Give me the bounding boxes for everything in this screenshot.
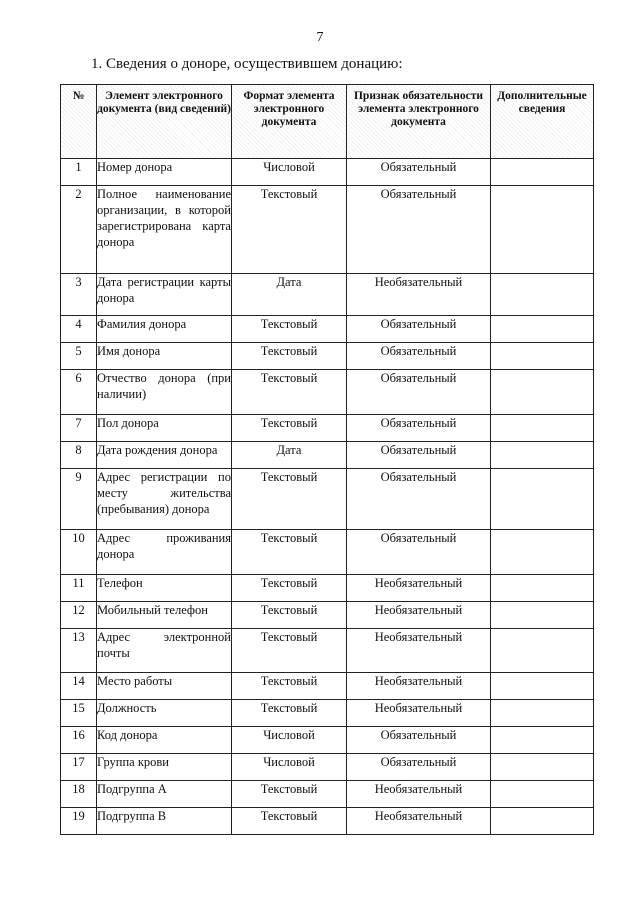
table-row	[61, 530, 594, 575]
table-row	[61, 629, 594, 673]
row-required: Обязательный	[347, 727, 491, 754]
row-additional	[491, 575, 594, 602]
table-row	[61, 727, 594, 754]
row-format: Текстовый	[232, 370, 347, 415]
row-additional	[491, 602, 594, 629]
row-number: 5	[61, 343, 97, 370]
row-required: Необязательный	[347, 781, 491, 808]
row-required: Необязательный	[347, 700, 491, 727]
table-row	[61, 159, 594, 186]
row-additional	[491, 727, 594, 754]
row-number: 4	[61, 316, 97, 343]
row-format: Текстовый	[232, 469, 347, 530]
row-additional	[491, 469, 594, 530]
row-required: Необязательный	[347, 629, 491, 673]
row-format: Текстовый	[232, 343, 347, 370]
section-title: 1. Сведения о доноре, осуществившем донацию:	[91, 56, 403, 72]
row-required: Обязательный	[347, 316, 491, 343]
row-format: Текстовый	[232, 673, 347, 700]
header-number: №	[61, 85, 97, 159]
row-number: 16	[61, 727, 97, 754]
row-element: Отчество донора (при наличии)	[97, 370, 232, 415]
row-format: Дата	[232, 442, 347, 469]
row-required: Обязательный	[347, 370, 491, 415]
row-number: 19	[61, 808, 97, 835]
row-required: Обязательный	[347, 186, 491, 274]
row-number: 13	[61, 629, 97, 673]
row-format: Текстовый	[232, 781, 347, 808]
row-additional	[491, 808, 594, 835]
row-format: Числовой	[232, 159, 347, 186]
row-additional	[491, 700, 594, 727]
row-additional	[491, 316, 594, 343]
row-number: 15	[61, 700, 97, 727]
row-required: Обязательный	[347, 469, 491, 530]
row-element: Полное наименование организации, в которой зарегистрирована карта донора	[97, 186, 232, 274]
row-number: 18	[61, 781, 97, 808]
row-additional	[491, 781, 594, 808]
row-required: Обязательный	[347, 754, 491, 781]
table-row	[61, 415, 594, 442]
row-element: Телефон	[97, 575, 232, 602]
row-additional	[491, 629, 594, 673]
row-number: 8	[61, 442, 97, 469]
row-required: Необязательный	[347, 274, 491, 316]
row-required: Необязательный	[347, 808, 491, 835]
table-row	[61, 808, 594, 835]
row-additional	[491, 754, 594, 781]
header-format: Формат элемента электронного документа	[232, 85, 347, 159]
row-additional	[491, 370, 594, 415]
row-format: Текстовый	[232, 575, 347, 602]
row-number: 10	[61, 530, 97, 575]
row-required: Обязательный	[347, 415, 491, 442]
row-format: Текстовый	[232, 415, 347, 442]
row-format: Текстовый	[232, 530, 347, 575]
row-format: Числовой	[232, 754, 347, 781]
row-required: Необязательный	[347, 575, 491, 602]
table-row	[61, 274, 594, 316]
table-row	[61, 442, 594, 469]
row-format: Текстовый	[232, 700, 347, 727]
table-row	[61, 575, 594, 602]
row-additional	[491, 343, 594, 370]
page-number: 7	[316, 30, 324, 45]
row-number: 12	[61, 602, 97, 629]
row-format: Текстовый	[232, 602, 347, 629]
table-row	[61, 700, 594, 727]
table-row	[61, 469, 594, 530]
row-element: Дата рождения донора	[97, 442, 232, 469]
row-required: Необязательный	[347, 673, 491, 700]
row-format: Дата	[232, 274, 347, 316]
row-element: Подгруппа A	[97, 781, 232, 808]
row-required: Обязательный	[347, 530, 491, 575]
table-row	[61, 316, 594, 343]
donor-data-table	[60, 84, 594, 835]
table-row	[61, 343, 594, 370]
row-number: 2	[61, 186, 97, 274]
row-format: Текстовый	[232, 629, 347, 673]
row-element: Группа крови	[97, 754, 232, 781]
row-number: 11	[61, 575, 97, 602]
row-required: Необязательный	[347, 602, 491, 629]
row-element: Адрес электронной почты	[97, 629, 232, 673]
row-required: Обязательный	[347, 442, 491, 469]
row-format: Текстовый	[232, 808, 347, 835]
row-additional	[491, 673, 594, 700]
row-additional	[491, 186, 594, 274]
header-required: Признак обязательности элемента электронного документа	[347, 85, 491, 159]
row-format: Текстовый	[232, 186, 347, 274]
row-number: 7	[61, 415, 97, 442]
row-format: Числовой	[232, 727, 347, 754]
table-row	[61, 754, 594, 781]
table-header-row	[61, 85, 594, 159]
row-element: Должность	[97, 700, 232, 727]
row-element: Номер донора	[97, 159, 232, 186]
header-element: Элемент электронного документа (вид сведений)	[97, 85, 232, 159]
row-additional	[491, 159, 594, 186]
row-format: Текстовый	[232, 316, 347, 343]
row-required: Обязательный	[347, 159, 491, 186]
row-element: Код донора	[97, 727, 232, 754]
row-number: 1	[61, 159, 97, 186]
row-element: Подгруппа B	[97, 808, 232, 835]
row-element: Адрес регистрации по месту жительства (пребывания) донора	[97, 469, 232, 530]
row-element: Адрес проживания донора	[97, 530, 232, 575]
row-number: 17	[61, 754, 97, 781]
table-row	[61, 186, 594, 274]
table-row	[61, 673, 594, 700]
row-element: Пол донора	[97, 415, 232, 442]
table-body	[61, 159, 594, 835]
row-number: 3	[61, 274, 97, 316]
row-element: Имя донора	[97, 343, 232, 370]
row-element: Мобильный телефон	[97, 602, 232, 629]
row-number: 9	[61, 469, 97, 530]
table-row	[61, 602, 594, 629]
row-element: Место работы	[97, 673, 232, 700]
row-additional	[491, 274, 594, 316]
header-additional: Дополнительные сведения	[491, 85, 594, 159]
row-additional	[491, 442, 594, 469]
row-number: 14	[61, 673, 97, 700]
row-required: Обязательный	[347, 343, 491, 370]
row-additional	[491, 530, 594, 575]
table-row	[61, 781, 594, 808]
row-additional	[491, 415, 594, 442]
row-number: 6	[61, 370, 97, 415]
table-row	[61, 370, 594, 415]
row-element: Дата регистрации карты донора	[97, 274, 232, 316]
row-element: Фамилия донора	[97, 316, 232, 343]
